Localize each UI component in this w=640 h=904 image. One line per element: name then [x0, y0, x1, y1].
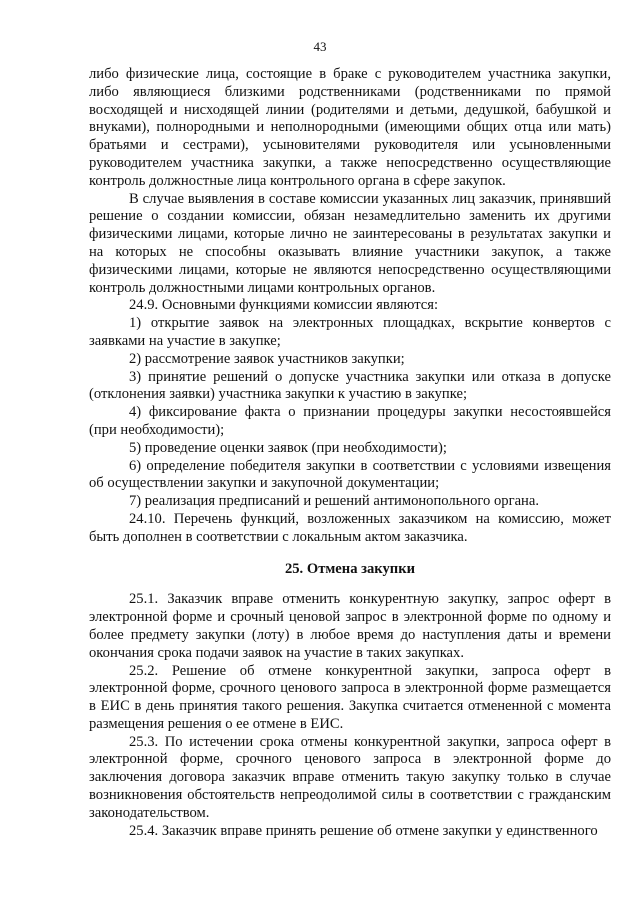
- paragraph: 24.10. Перечень функций, возложенных заказчиком на комиссию, может быть дополнен в соответствии с локальным актом заказчика.: [89, 510, 611, 545]
- paragraph: 25.1. Заказчик вправе отменить конкурентную закупку, запрос оферт в электронной форме и срочный ценовой запрос в электронной форме по одному и более предмету закупки (лоту) в любое время до наступления даты и времени окончания срока подачи заявок на участие в таких закупках.: [89, 591, 611, 661]
- paragraph: либо физические лица, состоящие в браке с руководителем участника закупки, либо являющиеся близкими родственниками (родственниками по прямой восходящей и нисходящей линии (родителями и детьми, дедушкой, бабушкой и внуками), полнородными и неполнородными (имеющими общих отца или мать) братьями и сестрами), усыновителями руководителя или усыновленными руководителем участника закупки, а также непосредственно осуществляющие контроль должностные лица контрольного органа в сфере закупок.: [89, 66, 611, 189]
- paragraph: 25.3. По истечении срока отмены конкурентной закупки, запроса оферт в электронной форме, срочного ценового запроса в электронной форме до заключения договора заказчик вправе отменить такую закупку только в случае возникновения обстоятельств непреодолимой силы в соответствии с гражданским законодательством.: [89, 733, 611, 821]
- list-item: 2) рассмотрение заявок участников закупки;: [129, 350, 405, 367]
- list-item: 7) реализация предписаний и решений антимонопольного органа.: [129, 493, 539, 510]
- list-item: 5) проведение оценки заявок (при необходимости);: [129, 439, 447, 456]
- list-item: 3) принятие решений о допуске участника закупки или отказа в допуске (отклонения заявки) участника закупки к участию в закупке;: [89, 368, 611, 403]
- paragraph: В случае выявления в составе комиссии указанных лиц заказчик, принявший решение о создании комиссии, обязан незамедлительно заменить их другими физическими лицами, которые лично не заинтересованы в результатах закупки и на которых не способны оказывать влияние участники закупок, а также физическими лицами, которые не являются непосредственно осуществляющими контроль должностными лицами контрольных органов.: [89, 190, 611, 296]
- page-number: 43: [313, 39, 327, 54]
- paragraph: 25.2. Решение об отмене конкурентной закупки, запроса оферт в электронной форме, срочного ценового запроса в электронной форме размещается в ЕИС в день принятия такого решения. Закупка считается отмененной с момента размещения решения о ее отмене в ЕИС.: [89, 662, 611, 732]
- document-body: [89, 66, 611, 840]
- list-item: 6) определение победителя закупки в соответствии с условиями извещения об осуществлении закупки и закупочной документации;: [89, 457, 611, 492]
- list-item: 4) фиксирование факта о признании процедуры закупки несостоявшейся (при необходимости);: [89, 404, 611, 438]
- paragraph: 24.9. Основными функциями комиссии являются:: [129, 297, 439, 314]
- paragraph: 25.4. Заказчик вправе принять решение об отмене закупки у единственного: [129, 822, 598, 839]
- list-item: 1) открытие заявок на электронных площадках, вскрытие конвертов с заявками на участие в закупке;: [89, 315, 611, 349]
- section-heading: 25. Отмена закупки: [284, 560, 416, 577]
